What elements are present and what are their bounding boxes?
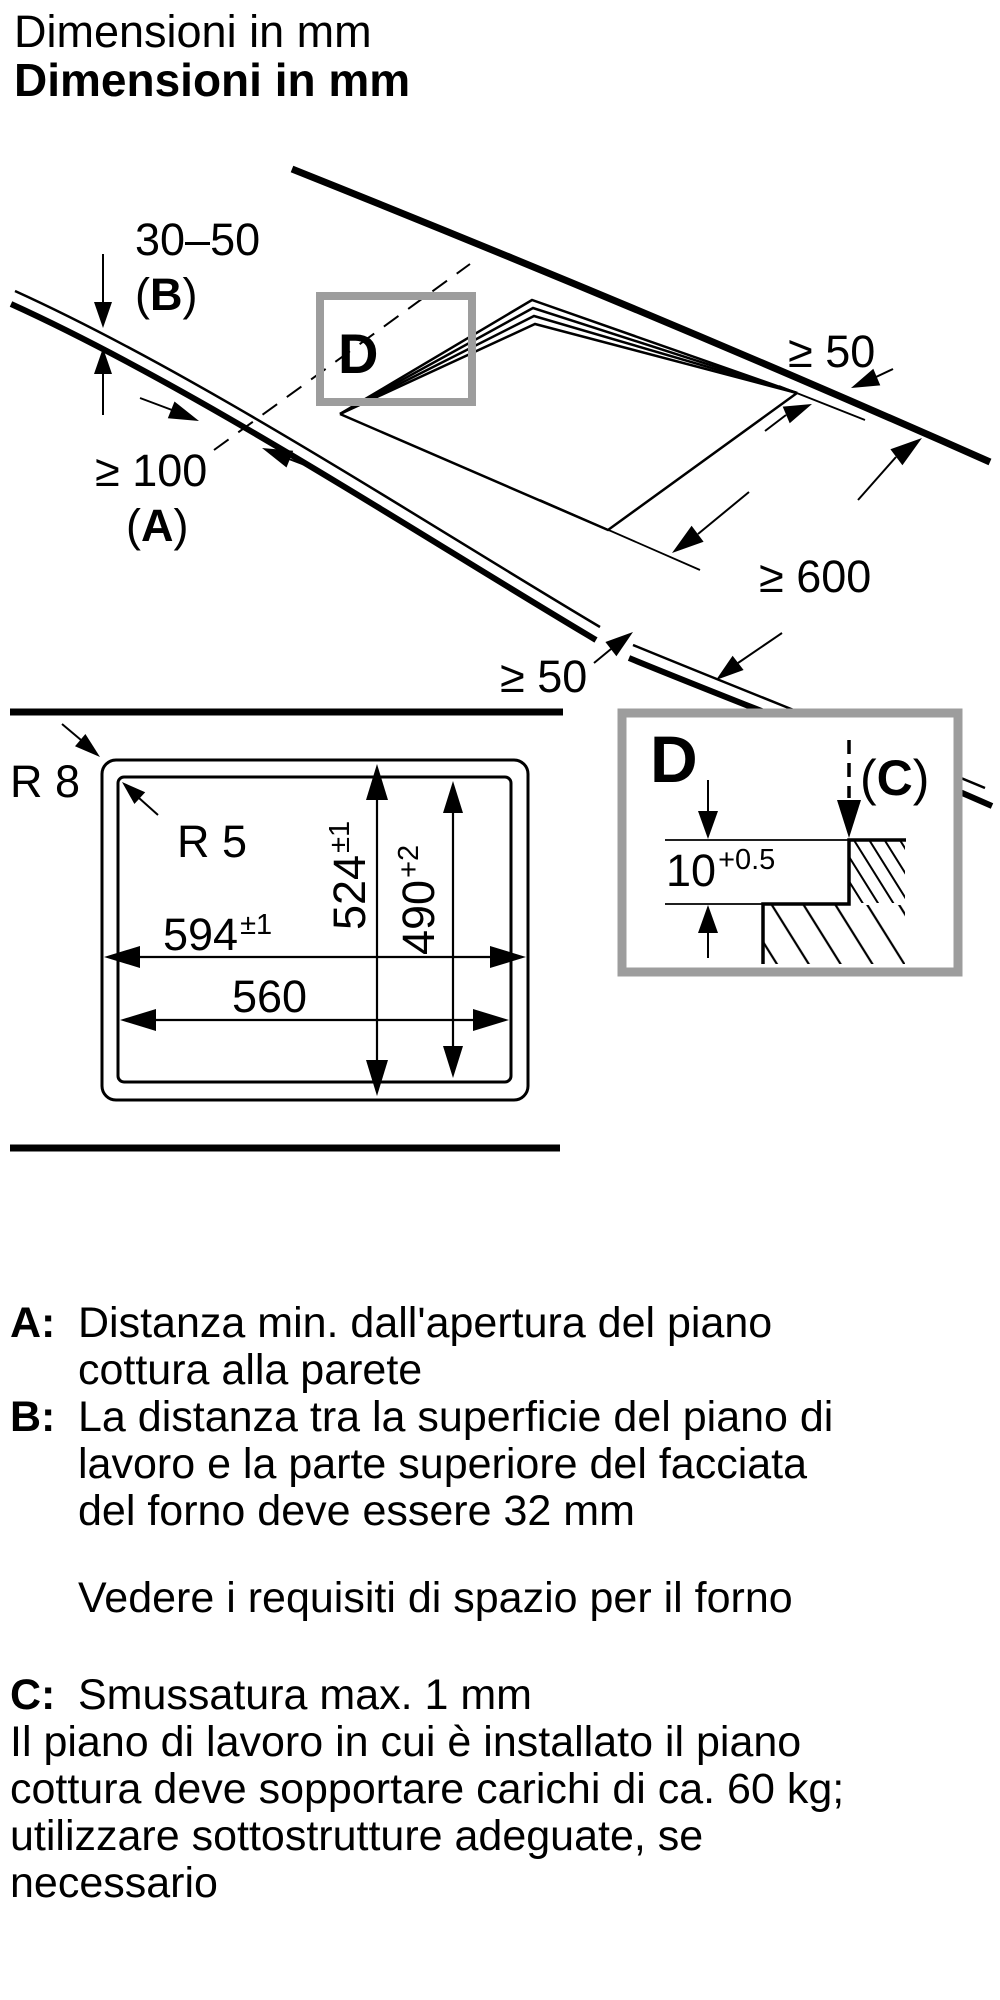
detail-d-view bbox=[622, 713, 958, 972]
dim-rear-clearance-value: ≥ 50 bbox=[788, 326, 876, 377]
note-load-line: necessario bbox=[10, 1859, 218, 1907]
dimension-rear-clearance bbox=[765, 326, 893, 431]
detail-d-label: D bbox=[650, 722, 698, 796]
note-b-line: lavoro e la parte superiore del facciata bbox=[78, 1440, 808, 1488]
rear-wall-line bbox=[292, 169, 990, 462]
dimension-inner-radius bbox=[122, 782, 247, 867]
page-title-bold: Dimensioni in mm bbox=[14, 54, 411, 106]
dim-thickness-value: 30–50 bbox=[135, 214, 261, 265]
note-b-line: La distanza tra la superficie del piano di bbox=[78, 1393, 834, 1441]
dimension-outer-radius bbox=[10, 724, 100, 807]
dimension-front-clearance bbox=[500, 500, 782, 702]
page-title-regular: Dimensioni in mm bbox=[14, 6, 372, 57]
dim-wall-clearance-value: ≥ 100 bbox=[95, 445, 208, 496]
note-b-label: B: bbox=[10, 1393, 56, 1441]
rebate-depth-label: $10^{+0.5}$ bbox=[666, 844, 776, 896]
dimension-wall-clearance bbox=[95, 398, 318, 551]
dimension-hob-depth bbox=[324, 764, 388, 1096]
note-a-label: A: bbox=[10, 1299, 56, 1347]
note-load-line: Il piano di lavoro in cui è installato il piano bbox=[10, 1718, 802, 1766]
dimension-hob-width bbox=[104, 909, 526, 968]
dim-front-clearance-value: ≥ 50 bbox=[500, 651, 588, 702]
cutout-plan-view bbox=[10, 712, 563, 1148]
dimension-worktop-thickness bbox=[94, 214, 260, 415]
note-oven-space-line: Vedere i requisiti di spazio per il forno bbox=[78, 1574, 793, 1622]
cutout-stepped-edge bbox=[340, 300, 797, 414]
cut-depth-label: $490^{+2}$ bbox=[393, 844, 444, 955]
cut-width-label: 560 bbox=[232, 971, 308, 1022]
dim-wall-clearance-ref: (A) bbox=[126, 500, 189, 551]
note-c-label: C: bbox=[10, 1671, 56, 1719]
note-load-line: utilizzare sottostrutture adeguate, se bbox=[10, 1812, 704, 1860]
dimension-cut-depth bbox=[393, 781, 463, 1078]
dim-thickness-ref: (B) bbox=[135, 269, 198, 320]
dimension-worktop-depth bbox=[672, 438, 922, 602]
hob-width-label: $594^{\pm 1}$ bbox=[163, 909, 273, 960]
inner-radius-label: R 5 bbox=[177, 816, 248, 867]
note-c-line: Smussatura max. 1 mm bbox=[78, 1671, 532, 1719]
detail-d-callout-label: D bbox=[338, 322, 379, 385]
hob-depth-label: $524^{\pm 1}$ bbox=[324, 820, 375, 930]
note-a-line: Distanza min. dall'apertura del piano bbox=[78, 1299, 773, 1347]
note-load-line: cottura deve sopportare carichi di ca. 60 kg; bbox=[10, 1765, 845, 1813]
detail-c-ref: (C) bbox=[860, 750, 930, 806]
note-a-line: cottura alla parete bbox=[78, 1346, 423, 1394]
outer-radius-label: R 8 bbox=[10, 756, 81, 807]
dimension-cut-width bbox=[120, 971, 509, 1031]
note-b-line: del forno deve essere 32 mm bbox=[78, 1487, 635, 1535]
dim-depth-value: ≥ 600 bbox=[759, 551, 872, 602]
